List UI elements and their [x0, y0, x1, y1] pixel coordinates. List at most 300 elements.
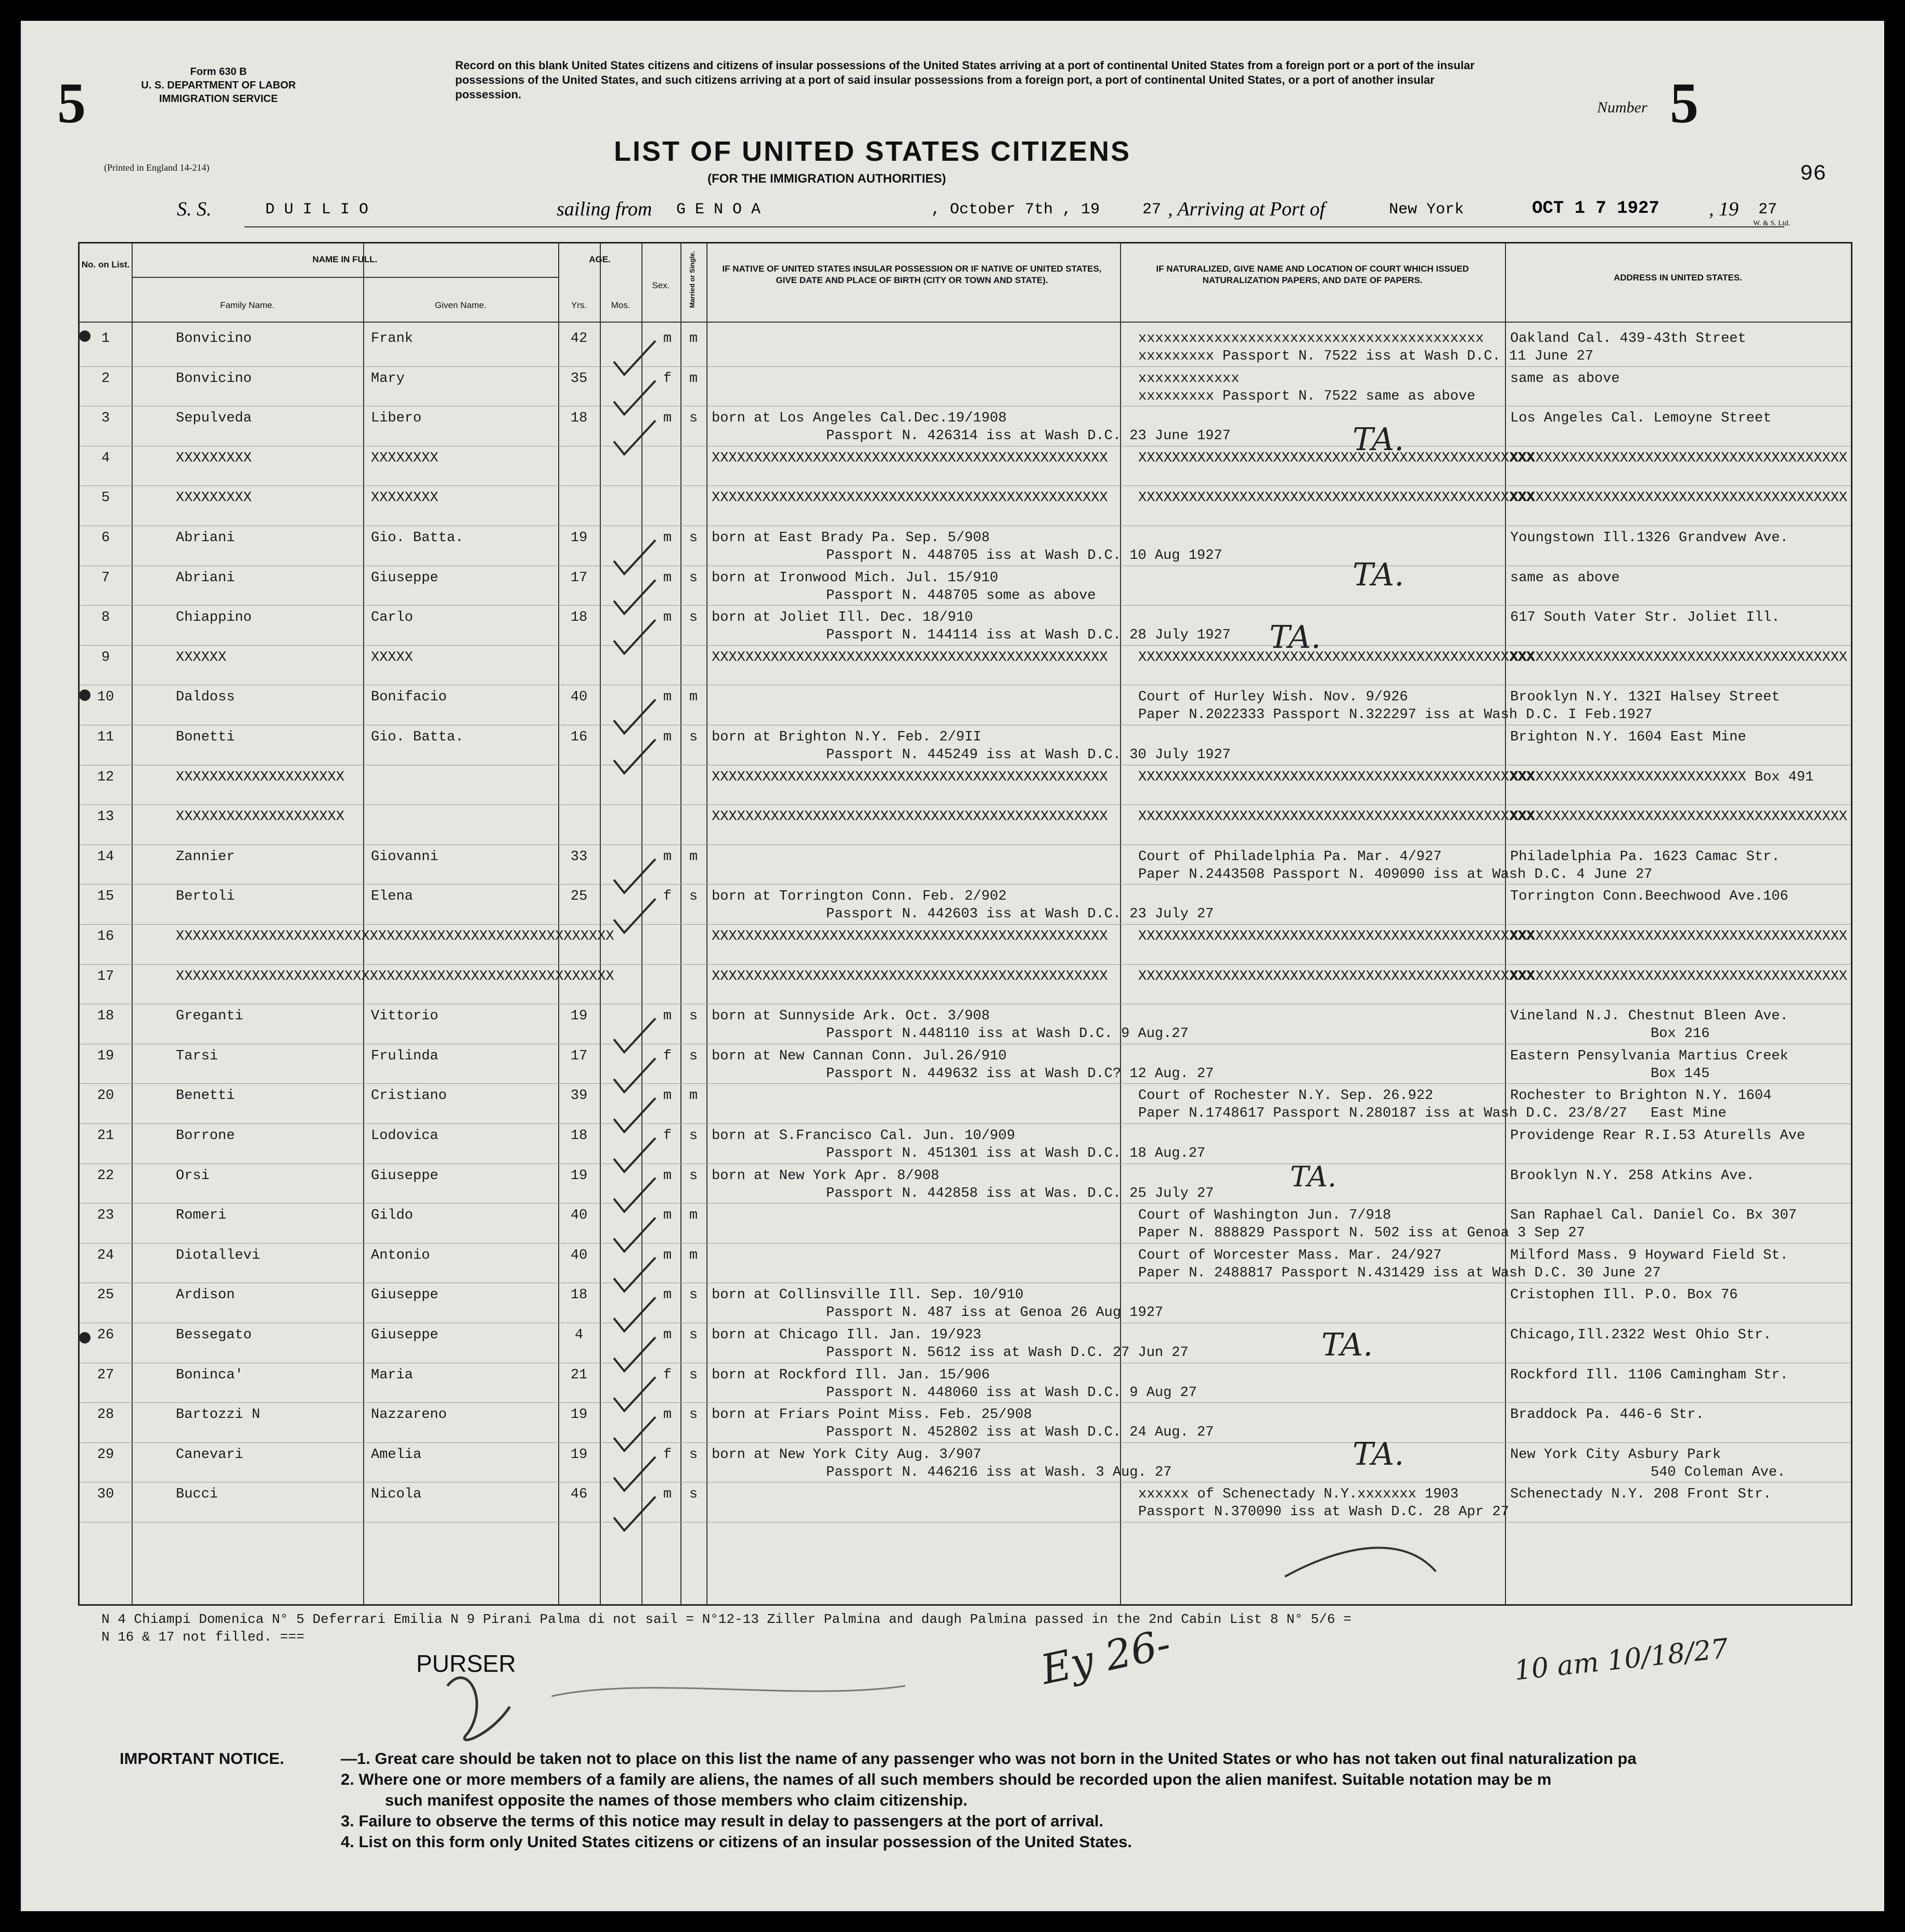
naturalization-papers: xxxxxxxxx Passport N. 7522 iss at Wash D.C. 11 June 27: [1138, 349, 1593, 364]
family-name: Boninca': [176, 1367, 243, 1383]
row-number: 18: [97, 1008, 114, 1025]
given-name: Mary: [371, 370, 405, 387]
birth-info: born at Joliet Ill. Dec. 18/910: [712, 610, 973, 626]
tick-mark: [614, 341, 655, 375]
us-address-extra: 540 Coleman Ave.: [1651, 1464, 1786, 1480]
given-name: Lodovica: [371, 1128, 439, 1144]
row-number: 6: [101, 530, 110, 546]
family-name: XXXXXXXXX: [176, 450, 252, 466]
birth-passport: Passport N. 448705 some as above: [826, 587, 1096, 604]
age-years: 18: [570, 610, 588, 626]
tick-mark: [614, 899, 655, 932]
given-name: Bonifacio: [371, 689, 447, 706]
tick-mark: [614, 1457, 655, 1491]
arrival-date-stamp: OCT 1 7 1927: [1532, 199, 1659, 219]
row-number: 20: [97, 1088, 114, 1104]
page-title: LIST OF UNITED STATES CITIZENS: [614, 136, 1131, 167]
age-years: 40: [570, 689, 588, 706]
us-address: XXXXXXXXXXXXXXXXXXXXXXXXXXXXXXXXXXXXXXXX: [1510, 450, 1848, 466]
form-line: IMMIGRATION SERVICE: [159, 93, 278, 105]
us-address: Youngstown Ill.1326 Grandvew Ave.: [1510, 530, 1788, 546]
birth-passport: Passport N. 5612 iss at Wash D.C. 27 Jun 27: [826, 1345, 1189, 1361]
birth-passport: Passport N. 448705 iss at Wash D.C. 10 Aug 1927: [826, 548, 1222, 564]
birth-passport: Passport N. 445249 iss at Wash D.C. 30 July 1927: [826, 747, 1231, 763]
given-name: Nazzareno: [371, 1407, 447, 1423]
given-name: Elena: [371, 889, 414, 905]
col-header-yrs: Yrs.: [571, 300, 587, 310]
birth-passport: Passport N. 446216 iss at Wash. 3 Aug. 27: [826, 1464, 1172, 1480]
row-number: 19: [97, 1048, 114, 1064]
signature-scribble: [1285, 1548, 1436, 1577]
row-number: 11: [97, 730, 114, 745]
birth-passport: Passport N. 426314 iss at Wash D.C. 23 June 1927: [826, 428, 1231, 444]
us-address: Los Angeles Cal. Lemoyne Street: [1510, 411, 1772, 427]
ship-name: D U I L I O: [265, 201, 369, 219]
age-years: 35: [570, 370, 588, 387]
naturalization-papers: Paper N. 888829 Passport N. 502 iss at Genoa 3 Sep 27: [1138, 1225, 1585, 1242]
naturalization-court: XXXXXXXXXXXXXXXXXXXXXXXXXXXXXXXXXXXXXXXXXXXXXXX: [1138, 809, 1535, 825]
birth-info: born at Rockford Ill. Jan. 15/906: [712, 1367, 990, 1383]
family-name: Zannier: [176, 849, 235, 865]
naturalization-court: XXXXXXXXXXXXXXXXXXXXXXXXXXXXXXXXXXXXXXXXXXXXXXX: [1138, 929, 1535, 944]
page-number-right: 5: [1670, 71, 1698, 135]
printed-note: (Printed in England 14-214): [104, 162, 210, 173]
row-number: 15: [97, 889, 114, 905]
birth-info: born at S.Francisco Cal. Jun. 10/909: [712, 1128, 1015, 1144]
marital-status: m: [689, 331, 698, 347]
departure-date: , October 7th , 19: [931, 201, 1100, 219]
birth-info: born at New York Apr. 8/908: [712, 1168, 939, 1184]
marital-status: s: [689, 1367, 698, 1383]
given-name: Frulinda: [371, 1048, 439, 1064]
row-number: 23: [97, 1208, 114, 1224]
tick-mark: [614, 1178, 655, 1212]
us-address: XXXXXXXXXXXXXXXXXXXXXXXXXXXXXXXXXXXXXXXX: [1510, 968, 1848, 984]
us-address: 617 South Vater Str. Joliet Ill.: [1510, 610, 1780, 626]
binder-hole: [79, 330, 91, 342]
tick-mark: [614, 1058, 655, 1092]
birth-passport: Passport N.448110 iss at Wash D.C. 9 Aug.27: [826, 1026, 1189, 1042]
sex: m: [663, 570, 672, 586]
us-address-extra: Box 145: [1651, 1066, 1710, 1082]
birth-passport: Passport N. 452802 iss at Wash D.C. 24 Aug. 27: [826, 1425, 1214, 1441]
tick-mark: [614, 1218, 655, 1251]
naturalization-court: Court of Washington Jun. 7/918: [1138, 1208, 1392, 1224]
age-years: 18: [570, 1128, 588, 1144]
birth-passport: Passport N. 448060 iss at Wash D.C. 9 Aug 27: [826, 1385, 1197, 1401]
tick-mark: [614, 540, 655, 574]
tick-mark: [614, 1098, 655, 1132]
row-number: 27: [97, 1367, 114, 1383]
family-name: Orsi: [176, 1168, 210, 1184]
given-name: XXXXX: [371, 649, 414, 666]
handwritten-ta: TA.: [1353, 557, 1405, 593]
naturalization-court: Court of Worcester Mass. Mar. 24/927: [1138, 1247, 1442, 1263]
birth-info: XXXXXXXXXXXXXXXXXXXXXXXXXXXXXXXXXXXXXXXXXXXXXXX: [712, 769, 1108, 785]
sex: m: [663, 411, 672, 427]
row-number: 30: [97, 1487, 114, 1503]
binder-hole: [79, 689, 91, 701]
tick-mark: [614, 1377, 655, 1411]
col-header-mos: Mos.: [611, 300, 630, 310]
col-header-sex: Sex.: [652, 280, 670, 290]
ss-label: S. S.: [177, 198, 212, 220]
family-name: Bonetti: [176, 730, 235, 745]
naturalization-papers: Paper N. 2488817 Passport N.431429 iss at Wash D.C. 30 June 27: [1138, 1265, 1661, 1281]
naturalization-papers: Passport N.370090 iss at Wash D.C. 28 Apr 27: [1138, 1504, 1509, 1520]
naturalization-court: XXXXXXXXXXXXXXXXXXXXXXXXXXXXXXXXXXXXXXXXXXXXXXX: [1138, 968, 1535, 984]
given-name: Libero: [371, 411, 422, 427]
us-address: New York City Asbury Park: [1510, 1447, 1721, 1463]
notice-item: —1. Great care should be taken not to place on this list the name of any passenger who was not born in the United States or who has not taken out final naturalization pa: [341, 1749, 1637, 1768]
sex: f: [663, 1128, 672, 1144]
sex: m: [663, 530, 672, 546]
us-address: Rockford Ill. 1106 Camingham Str.: [1510, 1367, 1788, 1383]
us-address: Vineland N.J. Chestnut Bleen Ave.: [1510, 1008, 1788, 1025]
notice-item: 4. List on this form only United States citizens or citizens of an insular possession of the United States.: [341, 1833, 1132, 1851]
sex: m: [663, 1008, 672, 1025]
handwritten-ta: TA.: [1353, 421, 1405, 458]
family-name: Bartozzi N: [176, 1407, 261, 1423]
birth-info: born at Collinsville Ill. Sep. 10/910: [712, 1287, 1024, 1303]
age-years: 17: [570, 570, 588, 586]
given-name: Gio. Batta.: [371, 730, 464, 745]
marital-status: s: [689, 570, 698, 586]
naturalization-papers: Paper N.1748617 Passport N.280187 iss at Wash D.C. 23/8/27: [1138, 1106, 1627, 1122]
footnote: [101, 1610, 1844, 1646]
us-address: Chicago,Ill.2322 West Ohio Str.: [1510, 1327, 1772, 1343]
row-number: 17: [97, 968, 114, 984]
notice-item: 2. Where one or more members of a family are aliens, the names of all such members should be recorded upon the alien manifest. Suitable notation may be m: [341, 1770, 1552, 1788]
given-name: Giuseppe: [371, 1168, 439, 1184]
naturalization-court: xxxxxx of Schenectady N.Y.xxxxxxx 1903: [1138, 1487, 1459, 1503]
marital-status: m: [689, 1208, 698, 1224]
naturalization-court: XXXXXXXXXXXXXXXXXXXXXXXXXXXXXXXXXXXXXXXXXXXXXXX: [1138, 450, 1535, 466]
tick-mark: [614, 620, 655, 654]
age-years: 19: [570, 1168, 588, 1184]
us-address: Rochester to Brighton N.Y. 1604: [1510, 1088, 1772, 1104]
naturalization-court: Court of Philadelphia Pa. Mar. 4/927: [1138, 849, 1442, 865]
given-name: Amelia: [371, 1447, 422, 1463]
age-years: 40: [570, 1208, 588, 1224]
marital-status: s: [689, 1287, 698, 1303]
notice-item: 3. Failure to observe the terms of this notice may result in delay to passengers at the port of arrival.: [341, 1812, 1104, 1830]
row-number: 22: [97, 1168, 114, 1184]
us-address: Philadelphia Pa. 1623 Camac Str.: [1510, 849, 1780, 865]
sex: m: [663, 730, 672, 745]
age-years: 18: [570, 1287, 588, 1303]
page-number-left: 5: [57, 71, 86, 135]
marital-status: m: [689, 849, 698, 865]
tick-mark: [614, 1297, 655, 1331]
naturalization-papers: xxxxxxxxx Passport N. 7522 same as above: [1138, 388, 1476, 404]
row-number: 24: [97, 1247, 114, 1263]
intro-text: Record on this blank United States citizens and citizens of insular possessions of the United States arriving at a port of continental United States from a foreign port or a port of the insular possessions of the United States, and such citizens arriving at a port of said insular possessions from a foreign port, a port of continental United States, or a port of another insular possession.: [455, 59, 1475, 101]
birth-info: XXXXXXXXXXXXXXXXXXXXXXXXXXXXXXXXXXXXXXXXXXXXXXX: [712, 490, 1108, 506]
handwritten-date: Ey 26-: [1037, 1620, 1175, 1694]
family-name: Bonvicino: [176, 370, 252, 387]
col-header-age: AGE.: [589, 254, 611, 264]
given-name: Gildo: [371, 1208, 414, 1224]
row-number: 9: [101, 649, 110, 666]
us-address: Milford Mass. 9 Hoyward Field St.: [1510, 1247, 1788, 1263]
marital-status: s: [689, 889, 698, 905]
naturalization-court: XXXXXXXXXXXXXXXXXXXXXXXXXXXXXXXXXXXXXXXXXXXXXXX: [1138, 769, 1535, 785]
sex: m: [663, 1247, 672, 1263]
family-name: Bessegato: [176, 1327, 252, 1343]
us-address: Brooklyn N.Y. 132I Halsey Street: [1510, 689, 1780, 706]
sex: m: [663, 1487, 672, 1503]
tick-mark: [614, 1417, 655, 1451]
tick-mark: [614, 381, 655, 415]
birth-passport: Passport N. 144114 iss at Wash D.C. 28 July 1927: [826, 628, 1231, 644]
row-number: 21: [97, 1128, 114, 1144]
birth-info: born at Chicago Ill. Jan. 19/923: [712, 1327, 982, 1343]
tick-mark: [614, 859, 655, 893]
col-header-address: ADDRESS IN UNITED STATES.: [1614, 273, 1742, 283]
naturalization-court: Court of Hurley Wish. Nov. 9/926: [1138, 689, 1408, 706]
given-name: Gio. Batta.: [371, 530, 464, 546]
sailing-label: sailing from: [557, 198, 652, 220]
family-name: Borrone: [176, 1128, 235, 1144]
marital-status: s: [689, 1407, 698, 1423]
age-years: 16: [570, 730, 588, 745]
birth-info: born at New York City Aug. 3/907: [712, 1447, 982, 1463]
us-address-extra: Box 216: [1651, 1026, 1710, 1042]
arrival-year: 27: [1758, 201, 1778, 219]
naturalization-court: XXXXXXXXXXXXXXXXXXXXXXXXXXXXXXXXXXXXXXXXXXXXXXX: [1138, 490, 1535, 506]
family-name: Abriani: [176, 530, 235, 546]
purser-signature: [447, 1678, 510, 1740]
handwritten-note: 10 am 10/18/27: [1512, 1633, 1730, 1687]
family-name: XXXXXXXXXXXXXXXXXXXXXXXXXXXXXXXXXXXXXXXXXXXXXXXXXXXX: [176, 929, 614, 944]
marital-status: s: [689, 1128, 698, 1144]
form-line: U. S. DEPARTMENT OF LABOR: [141, 80, 296, 91]
notice-item: such manifest opposite the names of those members who claim citizenship.: [385, 1791, 968, 1809]
age-years: 19: [570, 1447, 588, 1463]
tick-mark: [614, 739, 655, 773]
us-address: Braddock Pa. 446-6 Str.: [1510, 1407, 1704, 1423]
form-line: Form 630 B: [190, 66, 247, 78]
given-name: Antonio: [371, 1247, 430, 1263]
given-name: XXXXXXXX: [371, 490, 439, 506]
birth-info: XXXXXXXXXXXXXXXXXXXXXXXXXXXXXXXXXXXXXXXXXXXXXXX: [712, 809, 1108, 825]
arrival-port: New York: [1389, 201, 1464, 219]
family-name: Tarsi: [176, 1048, 218, 1064]
given-name: Carlo: [371, 610, 414, 626]
given-name: Nicola: [371, 1487, 422, 1503]
age-years: 19: [570, 530, 588, 546]
row-number: 16: [97, 929, 114, 944]
birth-info: born at Ironwood Mich. Jul. 15/910: [712, 570, 998, 586]
binder-hole: [79, 1332, 91, 1344]
sex: f: [663, 370, 672, 387]
given-name: Vittorio: [371, 1008, 439, 1025]
marital-status: m: [689, 1088, 698, 1104]
tick-mark: [614, 420, 655, 454]
family-name: Bonvicino: [176, 331, 252, 347]
us-address: Brooklyn N.Y. 258 Atkins Ave.: [1510, 1168, 1755, 1184]
family-name: Canevari: [176, 1447, 243, 1463]
birth-info: born at Sunnyside Ark. Oct. 3/908: [712, 1008, 990, 1025]
birth-info: XXXXXXXXXXXXXXXXXXXXXXXXXXXXXXXXXXXXXXXXXXXXXXX: [712, 649, 1108, 666]
row-number: 14: [97, 849, 114, 865]
marital-status: s: [689, 1327, 698, 1343]
age-years: 33: [570, 849, 588, 865]
us-address: Torrington Conn.Beechwood Ave.106: [1510, 889, 1788, 905]
sex: m: [663, 1407, 672, 1423]
given-name: Giovanni: [371, 849, 439, 865]
given-name: Giuseppe: [371, 570, 439, 586]
age-years: 40: [570, 1247, 588, 1263]
tick-mark: [614, 580, 655, 614]
family-name: XXXXXX: [176, 649, 227, 666]
sex: f: [663, 1048, 672, 1064]
family-name: Abriani: [176, 570, 235, 586]
number-label: Number: [1597, 99, 1647, 116]
row-number: 8: [101, 610, 110, 626]
family-name: Diotallevi: [176, 1247, 261, 1263]
naturalization-papers: Paper N.2022333 Passport N.322297 iss at Wash D.C. I Feb.1927: [1138, 707, 1653, 723]
birth-info: XXXXXXXXXXXXXXXXXXXXXXXXXXXXXXXXXXXXXXXXXXXXXXX: [712, 450, 1108, 466]
age-years: 18: [570, 411, 588, 427]
tick-mark: [614, 699, 655, 733]
col-header-family: Family Name.: [220, 300, 275, 310]
birth-passport: Passport N. 451301 iss at Wash D.C. 18 Aug.27: [826, 1146, 1206, 1161]
age-years: 21: [570, 1367, 588, 1383]
naturalization-court: xxxxxxxxxxxx: [1138, 370, 1240, 387]
tick-mark: [614, 1258, 655, 1291]
row-number: 10: [97, 689, 114, 706]
footnote-line: N 16 & 17 not filled. ===: [101, 1629, 305, 1645]
row-number: 5: [101, 490, 110, 506]
birth-info: born at Los Angeles Cal.Dec.19/1908: [712, 411, 1007, 427]
stamp-number: 96: [1800, 161, 1826, 186]
us-address: XXXXXXXXXXXXXXXXXXXXXXXXXXXXXXXXXXXXXXXX: [1510, 490, 1848, 506]
naturalization-court: XXXXXXXXXXXXXXXXXXXXXXXXXXXXXXXXXXXXXXXXXXXXXXX: [1138, 649, 1535, 666]
row-number: 25: [97, 1287, 114, 1303]
age-years: 42: [570, 331, 588, 347]
handwritten-ta: TA.: [1269, 619, 1321, 656]
family-name: Daldoss: [176, 689, 235, 706]
given-name: Frank: [371, 331, 414, 347]
col-header-given: Given Name.: [434, 300, 487, 310]
col-header-name: NAME IN FULL.: [312, 254, 378, 264]
departure-port: G E N O A: [676, 201, 761, 219]
year-label: , 19: [1709, 198, 1739, 220]
marital-status: s: [689, 1168, 698, 1184]
marital-status: s: [689, 530, 698, 546]
sex: f: [663, 1367, 672, 1383]
row-number: 29: [97, 1447, 114, 1463]
handwritten-ta: TA.: [1353, 1436, 1405, 1473]
given-name: Cristiano: [371, 1088, 447, 1104]
family-name: Ardison: [176, 1287, 235, 1303]
sex: f: [663, 1447, 672, 1463]
marital-status: s: [689, 610, 698, 626]
family-name: Romeri: [176, 1208, 227, 1224]
family-name: XXXXXXXXX: [176, 490, 252, 506]
marital-status: s: [689, 411, 698, 427]
age-years: 25: [570, 889, 588, 905]
us-address: same as above: [1510, 570, 1620, 586]
age-years: 19: [570, 1008, 588, 1025]
footnote-line: N 4 Chiampi Domenica N° 5 Deferrari Emilia N 9 Pirani Palma di not sail = N°12-13 Ziller Palmina and daugh Palmina passed in the 2nd Cabin List 8 N° 5/6 =: [101, 1611, 1351, 1627]
sex: m: [663, 610, 672, 626]
us-address: XXXXXXXXXXXXXXXXXXXXXXXXXXXXXXXXXXXXXXXX: [1510, 809, 1848, 825]
marital-status: s: [689, 1487, 698, 1503]
tick-mark: [614, 1337, 655, 1371]
page-subtitle: (FOR THE IMMIGRATION AUTHORITIES): [707, 172, 946, 186]
birth-info: XXXXXXXXXXXXXXXXXXXXXXXXXXXXXXXXXXXXXXXXXXXXXXX: [712, 929, 1108, 944]
family-name: XXXXXXXXXXXXXXXXXXXX: [176, 809, 345, 825]
col-header-married: Married or Single.: [688, 251, 696, 308]
row-number: 7: [101, 570, 110, 586]
family-name: Greganti: [176, 1008, 243, 1025]
naturalization-court: xxxxxxxxxxxxxxxxxxxxxxxxxxxxxxxxxxxxxxxxx: [1138, 331, 1484, 347]
row-number: 1: [101, 331, 110, 347]
sex: m: [663, 689, 672, 706]
row-number: 13: [97, 809, 114, 825]
notice-title: IMPORTANT NOTICE.: [120, 1749, 285, 1768]
row-number: 4: [101, 450, 110, 466]
us-address: Providenge Rear R.I.53 Aturells Ave: [1510, 1128, 1806, 1144]
birth-passport: Passport N. 442603 iss at Wash D.C. 23 July 27: [826, 906, 1214, 923]
family-name: XXXXXXXXXXXXXXXXXXXXXXXXXXXXXXXXXXXXXXXXXXXXXXXXXXXX: [176, 968, 614, 984]
age-years: 17: [570, 1048, 588, 1064]
marital-status: s: [689, 1008, 698, 1025]
age-years: 39: [570, 1088, 588, 1104]
sex: m: [663, 1327, 672, 1343]
us-address: Schenectady N.Y. 208 Front Str.: [1510, 1487, 1772, 1503]
birth-passport: Passport N. 487 iss at Genoa 26 Aug 1927: [826, 1305, 1164, 1321]
row-number: 28: [97, 1407, 114, 1423]
tick-mark: [614, 1496, 655, 1530]
sex: m: [663, 1088, 672, 1104]
given-name: Maria: [371, 1367, 414, 1383]
sex: m: [663, 331, 672, 347]
manifest-sheet: [21, 21, 1884, 1911]
col-header-birth: IF NATIVE OF UNITED STATES INSULAR POSSESSION OR IF NATIVE OF UNITED STATES, GIVE DATE AND PLACE OF BIRTH (CITY OR TOWN AND STATE).: [722, 264, 1102, 285]
us-address: same as above: [1510, 370, 1620, 387]
age-years: 4: [574, 1327, 584, 1343]
age-years: 19: [570, 1407, 588, 1423]
birth-info: born at Brighton N.Y. Feb. 2/9II: [712, 730, 982, 745]
given-name: Giuseppe: [371, 1327, 439, 1343]
tick-mark: [614, 1018, 655, 1052]
tick-mark: [614, 1138, 655, 1172]
us-address: Oakland Cal. 439-43th Street: [1510, 331, 1746, 347]
printer-mark: W. & S. Ltd.: [1753, 220, 1791, 227]
row-number: 26: [97, 1327, 114, 1343]
naturalization-court: Court of Rochester N.Y. Sep. 26.922: [1138, 1088, 1434, 1104]
birth-passport: Passport N. 442858 iss at Was. D.C. 25 July 27: [826, 1185, 1214, 1201]
age-years: 46: [570, 1487, 588, 1503]
sex: m: [663, 1287, 672, 1303]
us-address: Eastern Pensylvania Martius Creek: [1510, 1048, 1788, 1064]
sex: m: [663, 1168, 672, 1184]
marital-status: m: [689, 689, 698, 706]
birth-info: born at Friars Point Miss. Feb. 25/908: [712, 1407, 1032, 1423]
birth-info: born at New Cannan Conn. Jul.26/910: [712, 1048, 1007, 1064]
marital-status: m: [689, 1247, 698, 1263]
arriving-label: , Arriving at Port of: [1168, 198, 1325, 220]
marital-status: m: [689, 370, 698, 387]
family-name: Sepulveda: [176, 411, 252, 427]
sex: m: [663, 849, 672, 865]
handwritten-ta: TA.: [1321, 1327, 1373, 1363]
given-name: XXXXXXXX: [371, 450, 439, 466]
